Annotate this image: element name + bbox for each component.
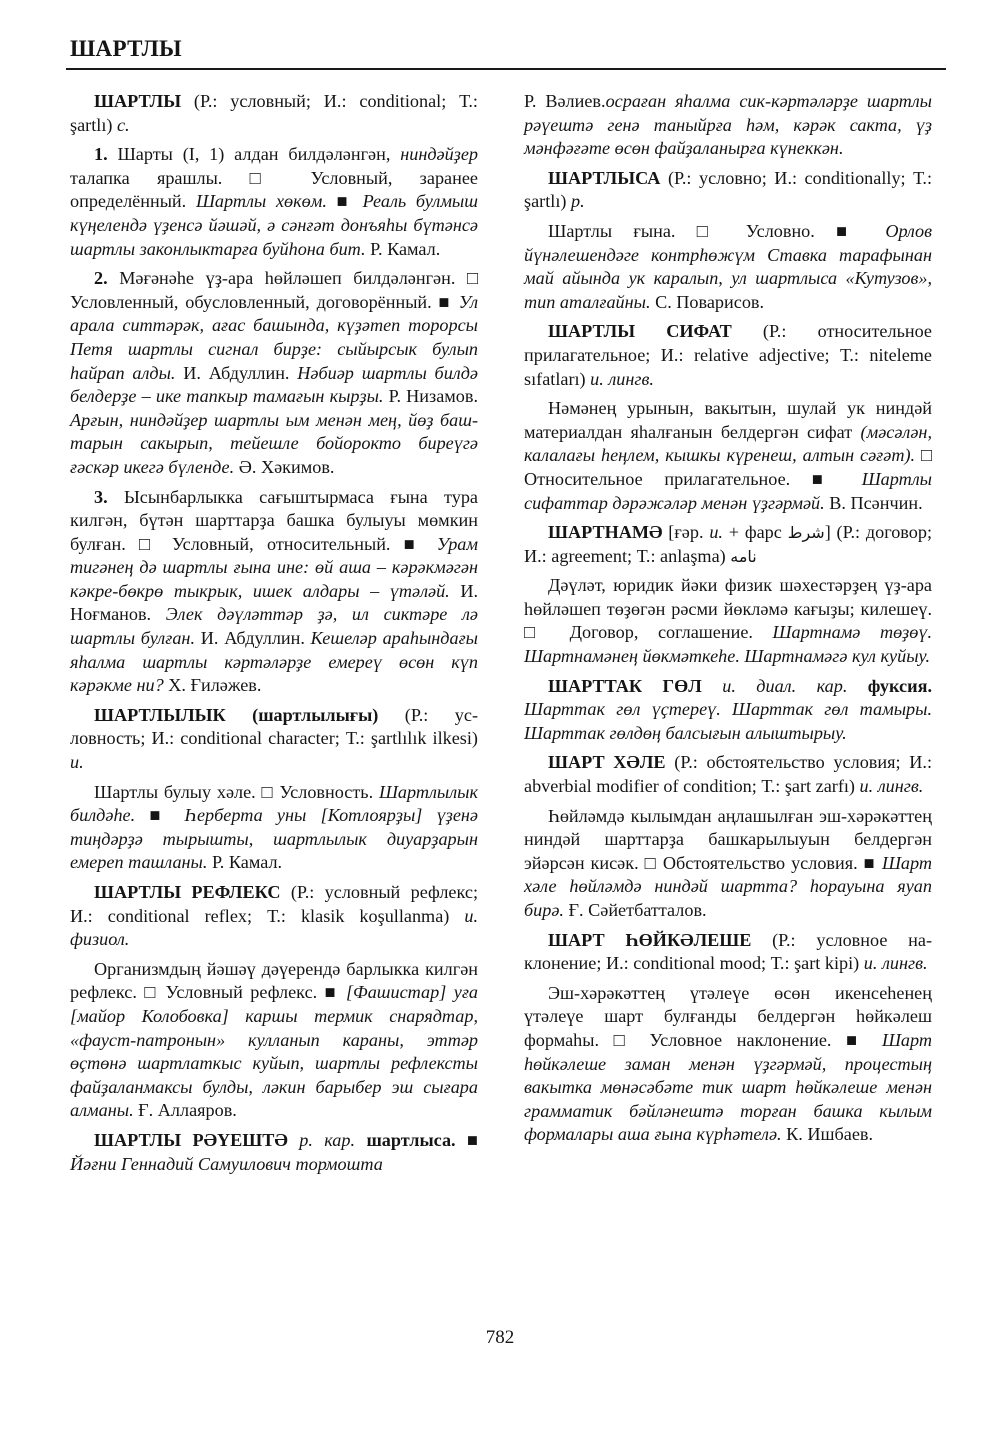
entry-text-ital2: Нәбиәр шартлы билдә белдерҙе – ике тапкыр тамағын кырҙы.	[70, 362, 479, 407]
entry-text-num: 3.	[94, 486, 108, 507]
entry-text-plain3: Р. Камал.	[207, 852, 283, 873]
entry-text-ital: Шартнамә төҙөү. Шартнамәнең йөкмәткеһе. Шартнамәгә кул куйыу.	[524, 622, 933, 667]
entry-text-pos: и.	[70, 752, 84, 773]
entry-paragraph	[70, 781, 478, 875]
entry-headword-line	[524, 521, 932, 568]
entry-paragraph	[524, 90, 932, 161]
entry-paragraph	[524, 397, 932, 515]
entry-text-num: 2.	[94, 268, 108, 289]
entry-text-pos: и.	[709, 522, 723, 543]
entry-text-plain: Шарты (I, 1) алдан билдәләнгән,	[107, 144, 401, 165]
running-head: ШАРТЛЫ	[70, 36, 182, 61]
header-rule	[66, 68, 946, 70]
headword: ШАРТ ХӘЛЕ	[548, 752, 666, 773]
entry-text-bold: шартлыса.	[355, 1129, 456, 1150]
entry-paragraph	[70, 267, 478, 479]
entry-text-ital3: Реаль булмыш күңелендә үҙенсә йәшәй, ә сәнғәт донъяһы бүтәнсә шартлы законлыктарға буйһона бит.	[70, 191, 478, 259]
entry-text-pos: и. лингв.	[859, 776, 924, 797]
entry-paragraph	[524, 982, 932, 1147]
left-column	[70, 90, 478, 1182]
entry-text-ital: ниндәйҙер	[400, 144, 478, 165]
entry-text-ital2: Шарттак гөл үҫтереү. Шарттак гөл тамыры. Шарттак гөлдөң балсығын алыштырыу.	[524, 699, 932, 743]
entry-text-ital2: Шартлы сифаттар дәрәжәләр менән үҙгәрмәй.	[524, 468, 932, 513]
entry-text-plain: Эш-хәрәкәттең үтәлеүе өсөн икенсеһенең үтәлеүе шарт булғанды белдергән һөйкәлеш формаһы. □ Условное наклонение. ■	[524, 982, 932, 1050]
entry-paragraph	[524, 574, 932, 668]
headword: ШАРТЛЫ РЕФЛЕКС	[94, 882, 281, 902]
entry-text-arabic: شرط	[787, 523, 825, 543]
entry-text-plain4: Ә. Хәкимов.	[234, 456, 335, 477]
entry-paragraph	[70, 143, 478, 261]
entry-headword-line	[524, 167, 932, 214]
entry-text-ital2: Шартлы хөкөм.	[195, 191, 327, 212]
entry-text-ital: и. диал. кар.	[701, 675, 848, 696]
right-column	[524, 90, 932, 1153]
entry-text-plain3: ] (Р.: договор; И.: agreement; Т.: anlaşma)	[524, 522, 932, 566]
entry-text-plain4: Х. Ғиләжев.	[163, 675, 262, 696]
entry-text-plain: (Р.: относительное прилагательное; И.: relative adjective; Т.: niteleme sıfatları)	[524, 321, 932, 389]
entry-text-plain: Р. Вәлиев.	[524, 91, 606, 111]
entry-text-ital: Урам тигәнең дә шартлы ғына ине: өй аша – кәрәкмәгән кәкре-бөкрө тыкрык, ишек алдары – үтәләй.	[70, 533, 478, 601]
entry-text-plain2: + фарс	[722, 522, 788, 543]
entry-text-ital: р. кар.	[287, 1129, 356, 1150]
entry-text-pos: р.	[570, 191, 585, 212]
entry-text-plain2: □ Относительное прилагательное. ■	[524, 445, 932, 489]
headword: ШАРТЛЫСА	[548, 167, 661, 188]
headword: ШАРТЛЫ	[94, 91, 182, 111]
entry-text-pos: с.	[116, 114, 130, 135]
entry-text-plain: Һөйләмдә кылымдан аңлашылған эш-хәрәкәттең ниндәй шарттарҙа башкарылыуын белдергән эйәрсән кисәк. □ Обстоятельство условия. ■	[524, 805, 932, 873]
entry-paragraph	[524, 805, 932, 923]
entry-headword-line	[70, 1129, 478, 1176]
entry-text-plain: Организмдың йәшәү дәүерендә барлыкка килгән рефлекс. □ Условный рефлекс. ■	[70, 958, 478, 1003]
entry-text-plain2: И. Ноғманов.	[70, 580, 478, 625]
entry-text-plain4: Р. Камал.	[365, 238, 441, 259]
entry-text-plain2: Ғ. Сәйетбатталов.	[563, 900, 707, 920]
entry-headword-line	[70, 90, 478, 137]
entry-text-plain: Мәғәнәһе үҙ-ара һөйләшеп билдәләнгән. □ Условленный, обусловленный, договорённый. ■	[70, 268, 478, 312]
entry-paragraph	[70, 958, 478, 1123]
entry-text-plain2: Ғ. Аллаяров.	[133, 1100, 237, 1121]
headword: ШАРТ ҺӨЙКӘЛЕШЕ	[548, 929, 752, 950]
entry-headword-line	[524, 751, 932, 798]
entry-text-plain2: ■	[135, 805, 185, 826]
entry-text-ital: Шарт һөйкәлеше заман менән үҙгәрмәй, процестың вакытка мөнәсәбәте тик шарт һөйкәлеше менән грамматик бәйләнештә торған башка кылым формалары аша ғына күрһәтелә.	[524, 1029, 932, 1145]
entry-text-plain: (Р.: обстоятельство условия; И.: abverbial modifier of condition; Т.: şart zarfı)	[524, 752, 933, 797]
entry-text-ital: (мәсәлән, калалағы һеңлем, кышкы күренеш, алтын сәғәт).	[524, 421, 932, 466]
entry-text-ital3: Кешеләр араһындағы яһалма шартлы кәртәләрҙе емереү өсөн күп кәрәкме ни?	[70, 628, 478, 696]
entry-text-ital: Шарт хәле һөйләмдә ниндәй шартта? һорауына яуап бирә.	[524, 852, 932, 920]
entry-text-ital2: Йәғни Геннадий Самуилович тормошта	[70, 1153, 383, 1174]
entry-text-ital: Шартлылык билдәһе.	[70, 781, 478, 826]
entry-text-plain2: талапка ярашлы. □ Условный, заранее определённый.	[70, 167, 478, 212]
headword: ШАРТНАМӘ	[548, 522, 663, 543]
entry-headword-line	[70, 704, 478, 775]
entry-text-plain: Шартлы булыу хәле. □ Условность.	[94, 781, 379, 802]
entry-text-plain2: И. Абдуллин.	[175, 362, 298, 383]
entry-text-plain3: ■	[326, 191, 363, 212]
entry-paragraph	[70, 486, 478, 698]
entry-text-ital3: Арғын, ниндәйҙер шартлы ым менән мең, йөҙ баштарын сакырып, тейешле бойорокто биреүгә ғәскәр икегә бүленде.	[70, 409, 478, 477]
entry-text-plain2: К. Ишбаев.	[781, 1124, 874, 1145]
headword: ШАРТЛЫЛЫК (шартлылығы)	[94, 704, 379, 725]
entry-text-ital2: Һерберта уны [Котлоярҙы] үҙенә тиңдәрҙә тырышты, шартлылык диуарҙарын емереп ташланы.	[70, 805, 478, 873]
entry-text-plain: Дәүләт, юридик йәки физик шәхестәрҙең үҙ-ара һөйләшеп төҙөгән рәсми йөкләмә кағыҙы; килешеү. □ Договор, соглашение.	[524, 575, 932, 643]
entry-text-plain: (Р.: условность; И.: conditional character; Т.: şartlılık ilkesi)	[70, 704, 478, 749]
entry-text-pos: и. физиол.	[70, 905, 478, 950]
entry-text-pos: и. лингв.	[590, 368, 654, 389]
entry-text-ital2: Элек дәүләттәр ҙә, ил сиктәре лә шартлы булған.	[70, 604, 479, 649]
entry-text-plain: (Р.: условный; И.: conditional; Т.: şartlı)	[70, 91, 478, 135]
entry-text-plain3: И. Абдуллин.	[195, 628, 311, 649]
entry-text-ital: осраған яһалма сик-кәртәләрҙе шартлы рәүештә генә таныйрға һәм, кәрәк сакта, үҙ мәнфәғәте өсөн файҙаланырға күнеккән.	[524, 91, 932, 159]
entry-text-plain2: С. Поварисов.	[650, 291, 765, 312]
headword: ШАРТТАК ГӨЛ	[548, 675, 702, 696]
entry-headword-line	[524, 320, 932, 391]
entry-paragraph	[524, 220, 932, 314]
entry-text-plain: (Р.: условно; И.: conditionally; Т.: şartlı)	[524, 167, 932, 212]
entry-text-plain: [ғәр.	[662, 522, 710, 543]
entry-headword-line	[70, 881, 478, 952]
entry-headword-line	[524, 675, 932, 746]
headword: ШАРТЛЫ РӘҮЕШТӘ	[94, 1129, 288, 1150]
entry-text-pos: и. лингв.	[863, 953, 928, 974]
entry-text-plain2: ■	[455, 1129, 478, 1150]
entry-text-bold: фуксия.	[847, 675, 932, 696]
page-number: 782	[485, 1327, 515, 1348]
entry-headword-line	[524, 929, 932, 976]
entry-text-num: 1.	[94, 144, 108, 165]
entry-text-plain3: Р. Низамов.	[383, 386, 479, 407]
entry-text-plain: Шартлы ғына. □ Условно. ■	[548, 220, 886, 241]
entry-text-plain3: В. Псәнчин.	[824, 492, 923, 513]
headword: ШАРТЛЫ СИФАТ	[548, 321, 732, 342]
entry-text-arabic2: نامه	[730, 546, 757, 566]
entry-text-plain: (Р.: условный рефлекс; И.: conditional reflex; Т.: klasik koşullanma)	[70, 882, 478, 926]
entry-text-plain: Нәмәнең урынын, вакытын, шулай ук ниндәй материалдан яһалғанын белдергән сифат	[524, 398, 932, 442]
entry-text-plain: Ысынбарлыкка сағыштырмаса ғына тура килгән, бүтән шарттарҙа башка булыуы мөмкин булған. □ Условный, относительный. ■	[70, 486, 478, 554]
entry-text-plain: (Р.: условное наклонение; И.: conditional mood; Т.: şart kipi)	[524, 929, 932, 974]
entry-text-ital: Ул арала ситтәрәк, ағас башында, күҙәтеп торорсы Петя шартлы сигнал бирҙе: сыйырсык булып һайрап алды.	[70, 291, 478, 383]
entry-text-ital: Орлов йүнәлешендәге контрһөжүм Ставка тарафынан май айында ук каралып, ул шартлыса «Кутузов», тип аталғайны.	[524, 220, 932, 312]
entry-text-ital: [Фашистар] уға [майор Колобовка] каршы термик снарядтар, «фауст-патронын» кулланып караны, эттәр өҫтөнә шартлаткыс куйып, шартлы рефлексты файҙаланмаксы булды, ләкин барыбер эш сығара алманы.	[70, 982, 479, 1121]
